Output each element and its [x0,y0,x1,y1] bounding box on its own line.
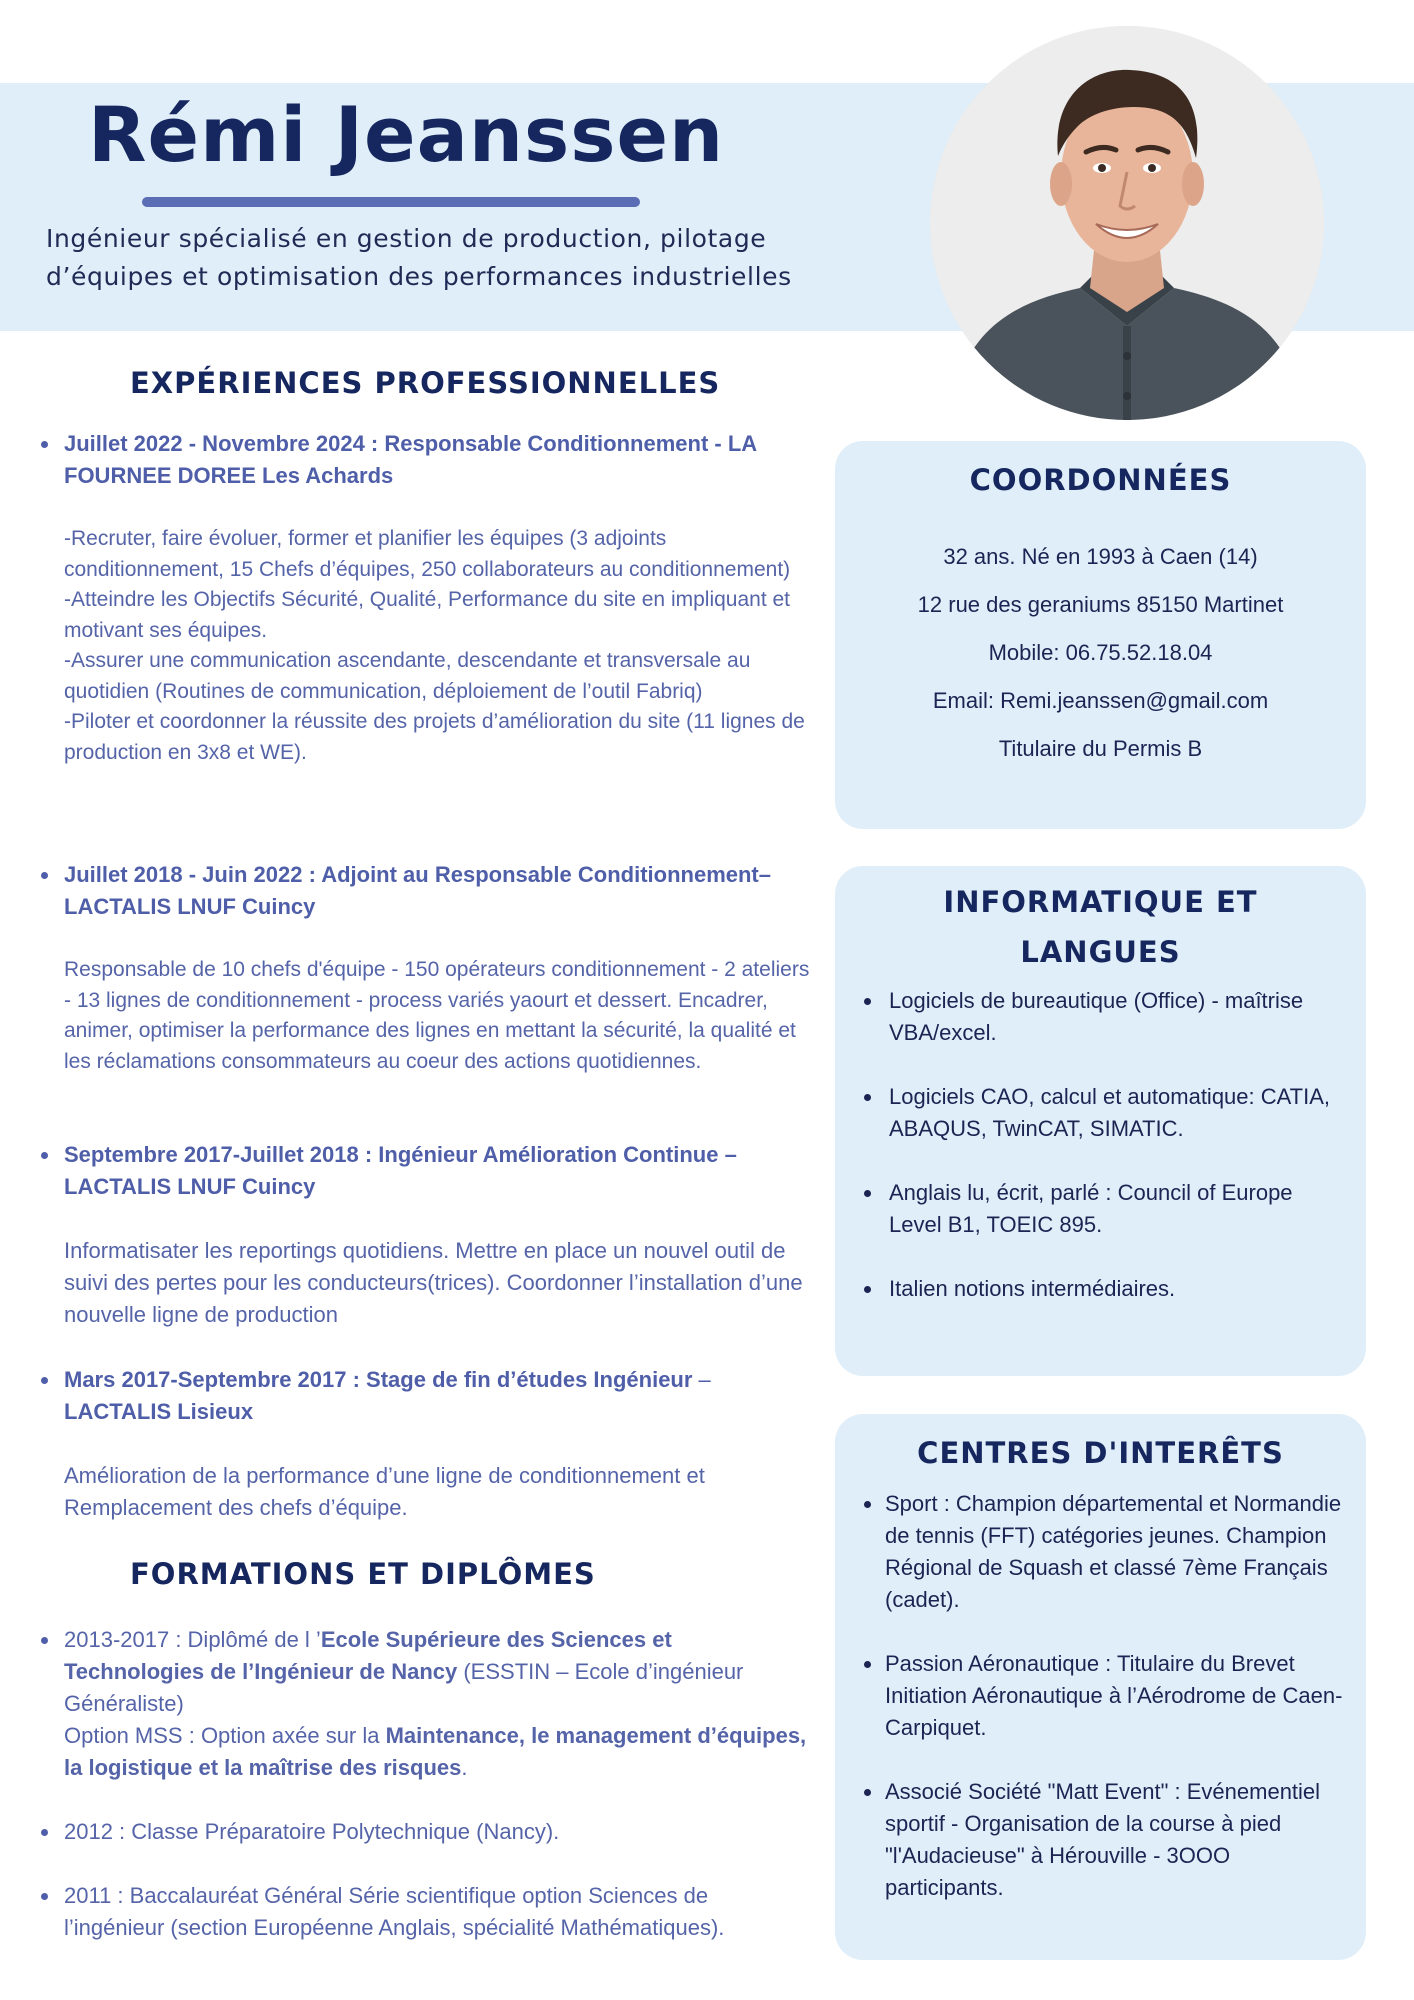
summary-line-1: Ingénieur spécialisé en gestion de production, pilotage [46,224,767,253]
job-description: Amélioration de la performance d’une ligne de conditionnement et Remplacement des chefs d’équipe. [64,1463,705,1520]
list-item: Italien notions intermédiaires. [835,1273,1366,1305]
job-title-dash: – [692,1367,711,1392]
skills-card [835,866,1366,1376]
skills-heading-line-2: LANGUES [1020,935,1181,969]
contact-age: 32 ans. Né en 1993 à Caen (14) [943,544,1258,569]
list-item: Logiciels de bureautique (Office) - maîtrise VBA/excel. [835,985,1366,1049]
contact-address: 12 rue des geraniums 85150 Martinet [917,592,1284,617]
contact-email: Email: Remi.jeanssen@gmail.com [932,688,1269,713]
option-suffix: . [461,1755,468,1780]
job-description: Responsable de 10 chefs d'équipe - 150 opérateurs conditionnement - 2 ateliers - 13 lignes de conditionnement - process variés yaourt et dessert. Encadrer, animer, optimiser la performance des lignes en mettant la sécurité, la qualité et les réclamations consommateurs au coeur des actions quotidiennes. [64,958,810,1073]
school-name: Ecole Supérieure des Sciences et Technologies de l’Ingénieur de Nancy [64,1627,672,1684]
job-title-company: LACTALIS Lisieux [64,1399,254,1424]
job-description [64,524,810,768]
list-item: Logiciels CAO, calcul et automatique: CATIA, ABAQUS, TwinCAT, SIMATIC. [835,1081,1366,1145]
experience-list [34,1139,810,1331]
job-title-main: Mars 2017-Septembre 2017 : Stage de fin d’études Ingénieur [64,1367,693,1392]
contact-card [835,441,1366,829]
profile-photo [930,26,1324,420]
summary-line-2: d’équipes et optimisation des performances industrielles [46,262,792,291]
job-title: Juillet 2018 - Juin 2022 : Adjoint au Responsable Conditionnement– LACTALIS LNUF Cuincy [64,862,771,919]
list-item: 2012 : Classe Préparatoire Polytechnique (Nancy). [34,1816,810,1848]
job-task: -Atteindre les Objectifs Sécurité, Qualité, Performance du site en impliquant et motivant ses équipes. [64,588,791,642]
list-item [34,859,810,1077]
experience-list [34,859,810,1077]
list-item: 2011 : Baccalauréat Général Série scientifique option Sciences de l’ingénieur (section Européenne Anglais, spécialité Mathématiques). [34,1880,810,1944]
list-item: Associé Société "Matt Event" : Evénementiel sportif - Organisation de la course à pied "l'Audacieuse" à Hérouville - 3OOO participants. [835,1776,1366,1904]
contact-heading: COORDONNÉES [969,463,1232,497]
interests-heading: CENTRES D'INTERÊTS [917,1436,1284,1470]
option-focus: Maintenance, le management d’équipes, la logistique et la maîtrise des risques [64,1723,807,1780]
interests-card [835,1414,1366,1960]
list-item [34,428,810,768]
skills-heading [835,877,1366,977]
list-item [34,1139,810,1331]
skills-heading-line-1: INFORMATIQUE ET [943,885,1258,919]
list-item: Anglais lu, écrit, parlé : Council of Europe Level B1, TOEIC 895. [835,1177,1366,1241]
experience-list [34,428,810,768]
list-item: Sport : Champion départemental et Normandie de tennis (FFT) catégories jeunes. Champion Régional de Squash et classé 7ème Français (cadet). [835,1488,1366,1616]
list-item [34,1624,810,1784]
name-underline [142,197,640,207]
job-title [64,1364,810,1428]
job-task: -Piloter et coordonner la réussite des projets d’amélioration du site (11 lignes de production en 3x8 et WE). [64,710,805,764]
job-title: Septembre 2017-Juillet 2018 : Ingénieur Amélioration Continue – LACTALIS LNUF Cuincy [64,1142,737,1199]
degree-prefix: 2013-2017 : Diplômé de l ’ [64,1627,321,1652]
candidate-name: Rémi Jeanssen [88,90,725,179]
education-list [34,1880,810,1944]
contact-license: Titulaire du Permis B [998,736,1203,761]
professional-summary [46,220,806,296]
portrait-illustration [930,26,1324,420]
school-details: (ESSTIN – Ecole d’ingénieur Généraliste) [64,1659,744,1716]
job-task: -Recruter, faire évoluer, former et planifier les équipes (3 adjoints conditionnement, 15 Chefs d’équipes, 250 collaborateurs au conditionnement) [64,527,791,581]
list-item [34,1364,810,1524]
experience-list [34,1364,810,1524]
skills-list [835,985,1366,1305]
experience-heading: EXPÉRIENCES PROFESSIONNELLES [130,366,721,400]
list-item: Passion Aéronautique : Titulaire du Brevet Initiation Aéronautique à l’Aérodrome de Caen-Carpiquet. [835,1648,1366,1744]
job-title: Juillet 2022 - Novembre 2024 : Responsable Conditionnement - LA FOURNEE DOREE Les Achards [64,431,757,488]
contact-phone: Mobile: 06.75.52.18.04 [988,640,1213,665]
education-list [34,1624,810,1784]
interests-list [835,1488,1366,1904]
option-prefix: Option MSS : Option axée sur la [64,1723,386,1748]
job-description: Informatisater les reportings quotidiens. Mettre en place un nouvel outil de suivi des pertes pour les conducteurs(trices). Coordonner l’installation d’une nouvelle ligne de production [64,1238,803,1327]
education-list [34,1816,810,1848]
job-task: -Assurer une communication ascendante, descendante et transversale au quotidien (Routines de communication, déploiement de l’outil Fabriq) [64,649,751,703]
education-heading: FORMATIONS ET DIPLÔMES [130,1557,596,1591]
